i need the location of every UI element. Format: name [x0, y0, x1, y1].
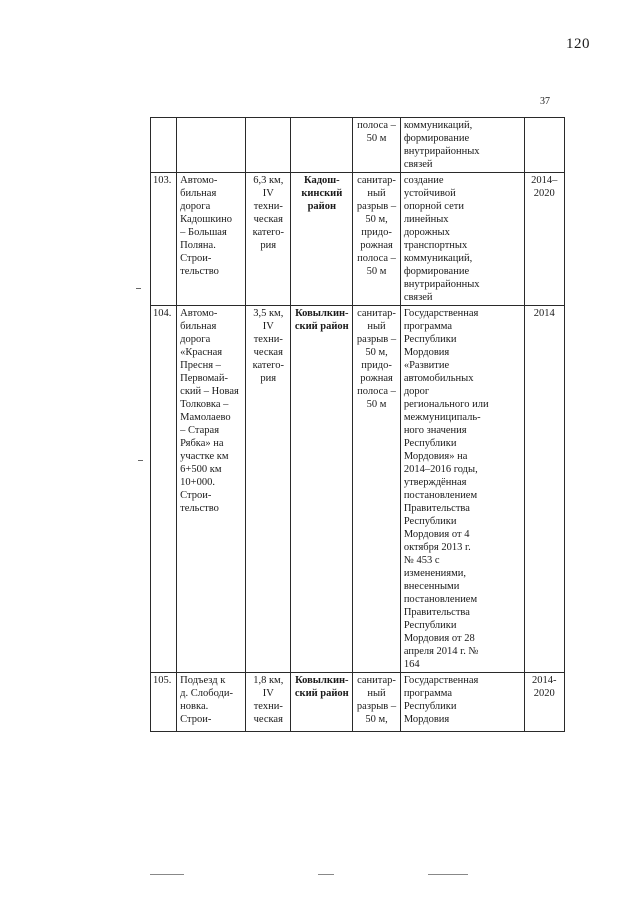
cell-period: 2014– 2020: [524, 173, 564, 306]
scan-mark: [138, 460, 143, 461]
cell-object: Подъезд к д. Слободи- новка. Строи-: [177, 673, 246, 732]
cell-object: Автомо- бильная дорога Кадошкино – Большая Поляна. Строи- тельство: [177, 173, 246, 306]
cell-zone: санитар- ный разрыв – 50 м,: [353, 673, 401, 732]
cell-basis: коммуникаций, формирование внутрирайонных связей: [400, 118, 524, 173]
table-row: [151, 118, 565, 173]
table-row: [151, 673, 565, 732]
page-number: 120: [566, 36, 590, 52]
cell-period: 2014: [524, 306, 564, 673]
cell-number: 104.: [151, 306, 177, 673]
scan-mark: [136, 288, 141, 289]
scan-mark: [150, 874, 184, 875]
cell-number: [151, 118, 177, 173]
cell-zone: санитар- ный разрыв – 50 м, придо- рожная полоса – 50 м: [353, 173, 401, 306]
cell-district: Кадош- кинский район: [291, 173, 353, 306]
document-page-number: 37: [540, 96, 550, 107]
cell-basis: Государственная программа Республики Мордовия «Развитие автомобильных дорог регионального или межмуниципаль- ного значения Республики Мордовия» на 2014–2016 годы, утверждённая постановлением Правительства Республики Мордовия от 4 октября 2013 г. № 453 с изменениями, внесенными постановлением Правительства Республики Мордовия от 28 апреля 2014 г. № 164: [400, 306, 524, 673]
cell-zone: санитар- ный разрыв – 50 м, придо- рожная полоса – 50 м: [353, 306, 401, 673]
cell-parameters: [246, 118, 291, 173]
cell-district: Ковылкин- ский район: [291, 673, 353, 732]
road-construction-table: [150, 117, 565, 732]
cell-zone: полоса – 50 м: [353, 118, 401, 173]
cell-parameters: 6,3 км, IV техни- ческая катего- рия: [246, 173, 291, 306]
cell-district: Ковылкин- ский район: [291, 306, 353, 673]
cell-parameters: 1,8 км, IV техни- ческая: [246, 673, 291, 732]
table-row: [151, 306, 565, 673]
cell-period: [524, 118, 564, 173]
cell-object: Автомо- бильная дорога «Красная Пресня – Первомай- ский – Новая Толковка – Мамолаево – Старая Рябка» на участке км 6+500 км 10+000. Строи- тельство: [177, 306, 246, 673]
cell-parameters: 3,5 км, IV техни- ческая катего- рия: [246, 306, 291, 673]
scan-mark: [428, 874, 468, 875]
cell-basis: создание устойчивой опорной сети линейных дорожных транспортных коммуникаций, формирование внутрирайонных связей: [400, 173, 524, 306]
cell-district: [291, 118, 353, 173]
cell-basis: Государственная программа Республики Мордовия: [400, 673, 524, 732]
table-row: [151, 173, 565, 306]
cell-number: 105.: [151, 673, 177, 732]
cell-number: 103.: [151, 173, 177, 306]
cell-period: 2014- 2020: [524, 673, 564, 732]
cell-object: [177, 118, 246, 173]
scan-mark: [318, 874, 334, 875]
